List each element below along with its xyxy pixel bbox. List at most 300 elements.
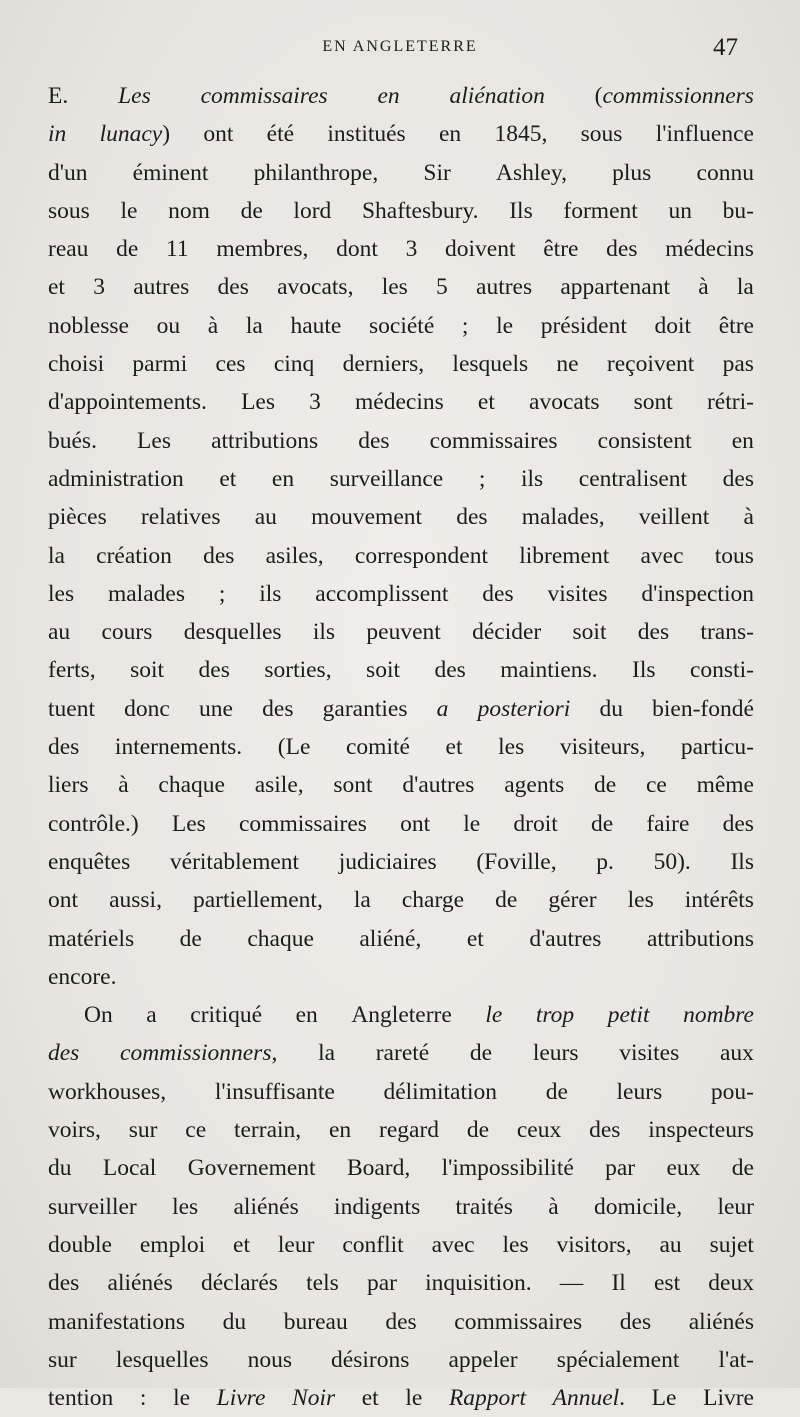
word: l'impossibilité — [441, 1155, 574, 1182]
word: parmi — [132, 351, 188, 378]
word: même — [696, 772, 754, 799]
word: tention — [48, 1385, 114, 1412]
word: veillent — [638, 504, 710, 531]
word: (Le — [277, 734, 311, 761]
word: choisi — [48, 351, 105, 378]
text-line — [48, 1341, 754, 1379]
word: Angleterre — [351, 1002, 452, 1029]
word: terrain, — [233, 1117, 302, 1144]
word: lesquels — [452, 351, 529, 378]
word: trans- — [700, 619, 754, 646]
word: partiellement, — [192, 887, 323, 914]
text-line — [48, 498, 754, 536]
word: philanthrope, — [253, 159, 379, 186]
word: les — [627, 887, 654, 914]
word: d'autres — [529, 925, 602, 952]
word: d'un — [48, 159, 88, 186]
word: mouvement — [311, 504, 423, 531]
word: attributions — [646, 925, 754, 952]
text-line — [48, 154, 754, 192]
page-number: 47 — [713, 34, 738, 61]
word: les — [502, 1231, 529, 1258]
word: spécialement — [556, 1346, 680, 1373]
word: nombre — [683, 1002, 754, 1029]
word: visites — [547, 580, 608, 607]
word: avec — [640, 542, 684, 569]
text-line — [48, 1226, 754, 1264]
word: à — [548, 1193, 559, 1220]
word: à — [207, 312, 219, 339]
word: inquisition. — [425, 1270, 532, 1297]
word: est — [654, 1270, 681, 1297]
word: création — [96, 542, 172, 569]
word: les — [381, 274, 408, 301]
word: internements. — [114, 734, 243, 761]
word: Rapport — [448, 1385, 526, 1412]
word: inspecteurs — [648, 1117, 754, 1144]
word: Ils — [509, 197, 533, 224]
word: in — [48, 121, 67, 148]
word: nom — [168, 197, 210, 224]
word: consti- — [689, 657, 754, 684]
word: des — [358, 427, 390, 454]
word: intérêts — [684, 887, 754, 914]
word: sous — [48, 197, 90, 224]
word: véritablement — [169, 848, 300, 875]
body-text — [48, 77, 754, 1417]
word: haute — [290, 312, 342, 339]
word: reçoivent — [606, 351, 695, 378]
word: ferts, — [48, 657, 96, 684]
word: On — [84, 1002, 113, 1029]
word: nous — [247, 1346, 292, 1373]
word: en — [295, 1002, 318, 1029]
word: bien-fondé — [652, 695, 754, 722]
word: de — [545, 1078, 568, 1105]
word: visiteurs, — [559, 734, 646, 761]
word: soit — [130, 657, 165, 684]
word: Local — [102, 1155, 157, 1182]
word: tels — [306, 1270, 339, 1297]
word: des — [203, 542, 235, 569]
word: encore. — [48, 963, 117, 990]
word: par — [605, 1155, 636, 1182]
word: ont — [203, 121, 234, 148]
text-line — [48, 1379, 754, 1417]
word: aliénés — [233, 1193, 299, 1220]
word: de — [466, 1117, 490, 1144]
text-line — [48, 728, 754, 766]
word: éminent — [132, 159, 209, 186]
word: d'inspection — [641, 580, 754, 607]
word: ceux — [516, 1117, 562, 1144]
word: aliénés — [688, 1308, 754, 1335]
word: droit — [513, 810, 558, 837]
word: commissaires — [454, 1308, 583, 1335]
word: et — [233, 1231, 250, 1258]
word: en — [439, 121, 462, 148]
word: des — [606, 236, 638, 263]
word: trop — [535, 1002, 575, 1029]
word: surveillance — [329, 465, 444, 492]
word: (Foville, — [476, 848, 557, 875]
word: la — [353, 887, 371, 914]
word: cinq — [273, 351, 315, 378]
text-line — [48, 192, 754, 230]
word: liers — [48, 772, 89, 799]
word: société — [369, 312, 435, 339]
text-line — [48, 613, 754, 651]
word: et — [219, 465, 237, 492]
word: le — [485, 1002, 503, 1029]
text-line — [48, 1073, 754, 1111]
word: sous — [580, 121, 623, 148]
word: à — [118, 772, 129, 799]
word: soit — [366, 657, 401, 684]
word: de — [240, 197, 263, 224]
word: domicile, — [594, 1193, 683, 1220]
word: desquelles — [183, 619, 282, 646]
word: contrôle.) — [48, 810, 139, 837]
word: derniers, — [342, 351, 425, 378]
word: Les — [241, 389, 275, 416]
word: d'appointements. — [48, 389, 207, 416]
word: ; — [218, 580, 226, 607]
text-line — [48, 77, 754, 115]
word: ont — [400, 810, 431, 837]
word: leurs — [616, 1078, 663, 1105]
word: délimitation — [383, 1078, 498, 1105]
word: aussi, — [109, 887, 162, 914]
word: sont — [333, 772, 373, 799]
word: en — [329, 1117, 352, 1144]
word: plus — [612, 159, 652, 186]
word: pas — [722, 351, 754, 378]
word: et — [48, 274, 65, 301]
word: Governement — [187, 1155, 316, 1182]
word: 5 — [436, 274, 448, 301]
text-line — [48, 345, 754, 383]
word: président — [540, 312, 627, 339]
word: des — [198, 657, 230, 684]
word: Noir — [292, 1385, 336, 1412]
word: (commissionners — [594, 83, 754, 109]
word: judiciaires — [338, 848, 437, 875]
word: au — [659, 1231, 682, 1258]
word: des — [637, 619, 670, 646]
word: Le — [651, 1385, 677, 1412]
word: charge — [401, 887, 465, 914]
word: : — [139, 1385, 147, 1412]
word: ils — [312, 619, 336, 646]
word: du — [48, 1155, 72, 1182]
word: avocats — [529, 389, 600, 416]
text-line — [48, 881, 754, 919]
text-line — [48, 805, 754, 843]
word: double — [48, 1231, 112, 1258]
word: eux — [666, 1155, 701, 1182]
word: librement — [519, 542, 610, 569]
word: le — [496, 312, 514, 339]
word: sujet — [709, 1231, 754, 1258]
word: commissionners, — [120, 1040, 278, 1067]
word: été — [266, 121, 295, 148]
word: membres, — [216, 236, 309, 263]
word: Shaftesbury. — [361, 197, 479, 224]
word: 11 — [166, 236, 189, 263]
word: des — [722, 810, 754, 837]
word: d'autres — [402, 772, 475, 799]
word: consistent — [597, 427, 692, 454]
word: conflit — [342, 1231, 404, 1258]
word: asiles, — [265, 542, 324, 569]
word: ; — [461, 312, 469, 339]
word: commissaires — [200, 83, 328, 109]
word: aliéné, — [359, 925, 422, 952]
word: avocats, — [277, 274, 354, 301]
word: a — [436, 695, 449, 722]
word: enquêtes — [48, 848, 131, 875]
word: de — [469, 1040, 493, 1067]
word: autres — [476, 274, 533, 301]
text-line — [48, 1034, 754, 1072]
word: les — [498, 734, 525, 761]
word: à — [743, 504, 754, 531]
word: ne — [556, 351, 579, 378]
word: ont — [48, 887, 79, 914]
word: malades, — [521, 504, 605, 531]
word: des — [262, 695, 294, 722]
word: indigents — [334, 1193, 421, 1220]
word: faire — [646, 810, 690, 837]
word: leurs — [532, 1040, 579, 1067]
text-line — [48, 383, 754, 421]
word: dont — [336, 236, 378, 263]
word: des — [48, 1040, 80, 1067]
word: les — [48, 580, 75, 607]
word: rétri- — [706, 389, 754, 416]
word: accomplissent — [315, 580, 449, 607]
word: 3 — [93, 274, 105, 301]
word: des — [482, 580, 514, 607]
word: et — [477, 389, 495, 416]
text-line — [48, 1188, 754, 1226]
word: Ils — [632, 657, 656, 684]
word: 1845, — [494, 121, 548, 148]
word: agents — [504, 772, 565, 799]
word: doivent — [445, 236, 516, 263]
word: la — [318, 1040, 336, 1067]
word: en — [731, 427, 754, 454]
word: l'influence — [655, 121, 754, 148]
word: ; — [478, 465, 486, 492]
page-header — [0, 34, 800, 64]
word: bués. — [48, 427, 97, 454]
word: p. — [596, 848, 614, 875]
text-line — [48, 230, 754, 268]
word: désirons — [331, 1346, 410, 1373]
word: gérer — [548, 887, 597, 914]
text-line — [48, 766, 754, 804]
word: la — [736, 274, 754, 301]
word: pou- — [710, 1078, 754, 1105]
word: chaque — [158, 772, 225, 799]
word: être — [718, 312, 754, 339]
text-line — [48, 1264, 754, 1302]
word: relatives — [140, 504, 221, 531]
word: tuent — [48, 695, 95, 722]
word: du — [599, 695, 623, 722]
text-line — [48, 958, 754, 996]
word: et — [361, 1385, 379, 1412]
word: un — [668, 197, 692, 224]
word: en — [377, 83, 400, 109]
word: de — [495, 887, 518, 914]
word: visitors, — [556, 1231, 632, 1258]
word: de — [179, 925, 202, 952]
word: Il — [611, 1270, 626, 1297]
word: 3 — [309, 389, 321, 416]
word: 50). — [653, 848, 691, 875]
word: manifestations — [48, 1308, 186, 1335]
word: le — [120, 197, 138, 224]
word: connu — [696, 159, 754, 186]
word: maintiens. — [500, 657, 598, 684]
word: Les — [171, 810, 206, 837]
word: traités — [455, 1193, 513, 1220]
word: sont — [633, 389, 673, 416]
word: des — [48, 1270, 80, 1297]
word: ils — [259, 580, 282, 607]
word: Livre — [216, 1385, 266, 1412]
running-title: EN ANGLETERRE — [322, 38, 478, 55]
word: emploi — [139, 1231, 206, 1258]
word: bu- — [722, 197, 754, 224]
word: des — [619, 1308, 652, 1335]
word: peuvent — [366, 619, 441, 646]
text-line — [48, 690, 754, 728]
word: E. — [48, 83, 69, 109]
word: comité — [346, 734, 410, 761]
word: leur — [277, 1231, 315, 1258]
word: l'at- — [718, 1346, 754, 1373]
word: et — [445, 734, 463, 761]
word: lunacy) — [99, 121, 171, 148]
text-line — [48, 307, 754, 345]
word: tous — [714, 542, 754, 569]
word: le — [173, 1385, 191, 1412]
word: les — [172, 1193, 199, 1220]
word: 3 — [405, 236, 418, 263]
word: chaque — [247, 925, 314, 952]
word: des — [722, 465, 754, 492]
text-line — [48, 460, 754, 498]
word: lesquelles — [115, 1346, 209, 1373]
text-line — [48, 920, 754, 958]
word: garanties — [322, 695, 408, 722]
word: une — [199, 695, 233, 722]
word: au — [48, 619, 71, 646]
text-line — [48, 268, 754, 306]
word: des — [456, 504, 488, 531]
word: aliénation — [449, 83, 545, 109]
word: la — [245, 312, 263, 339]
word: aux — [719, 1040, 754, 1067]
text-line — [48, 996, 754, 1034]
word: donc — [124, 695, 170, 722]
word: asile, — [254, 772, 304, 799]
word: forment — [563, 197, 638, 224]
word: autres — [133, 274, 190, 301]
word: sorties, — [264, 657, 332, 684]
word: médecins — [665, 236, 754, 263]
text-line — [48, 1149, 754, 1187]
word: Les — [137, 427, 171, 454]
word: commissaires — [238, 810, 367, 837]
word: appartenant — [560, 274, 670, 301]
word: Les — [118, 83, 151, 109]
word: ils — [520, 465, 544, 492]
word: a — [146, 1002, 157, 1029]
word: reau — [48, 236, 89, 263]
word: Ashley, — [496, 159, 567, 186]
word: institués — [327, 121, 406, 148]
word: workhouses, — [48, 1078, 167, 1105]
text-line — [48, 575, 754, 613]
word: ou — [156, 312, 181, 339]
word: attributions — [211, 427, 319, 454]
word: doit — [654, 312, 692, 339]
word: appeler — [448, 1346, 518, 1373]
word: malades — [107, 580, 185, 607]
word: commissaires — [429, 427, 558, 454]
word: de — [590, 810, 614, 837]
word: Annuel. — [552, 1385, 626, 1412]
word: ce — [185, 1117, 207, 1144]
word: le — [405, 1385, 423, 1412]
word: pièces — [48, 504, 107, 531]
word: regard — [379, 1117, 440, 1144]
word: être — [543, 236, 579, 263]
word: des — [48, 734, 80, 761]
word: de — [116, 236, 139, 263]
word: ce — [645, 772, 667, 799]
word: administration — [48, 465, 184, 492]
word: décider — [472, 619, 542, 646]
word: par — [366, 1270, 397, 1297]
word: des — [217, 274, 249, 301]
word: Livre — [703, 1385, 754, 1412]
word: leur — [717, 1193, 754, 1220]
text-line — [48, 115, 754, 153]
word: — — [559, 1270, 584, 1297]
word: surveiller — [48, 1193, 137, 1220]
word: au — [254, 504, 277, 531]
word: médecins — [355, 389, 444, 416]
word: particu- — [680, 734, 754, 761]
word: des — [385, 1308, 417, 1335]
word: des — [434, 657, 466, 684]
word: deux — [708, 1270, 754, 1297]
word: sur — [48, 1346, 77, 1373]
word: correspondent — [354, 542, 489, 569]
word: bureau — [283, 1308, 348, 1335]
text-line — [48, 843, 754, 881]
word: de — [731, 1155, 754, 1182]
word: posteriori — [477, 695, 571, 722]
word: petit — [607, 1002, 650, 1029]
word: de — [594, 772, 617, 799]
